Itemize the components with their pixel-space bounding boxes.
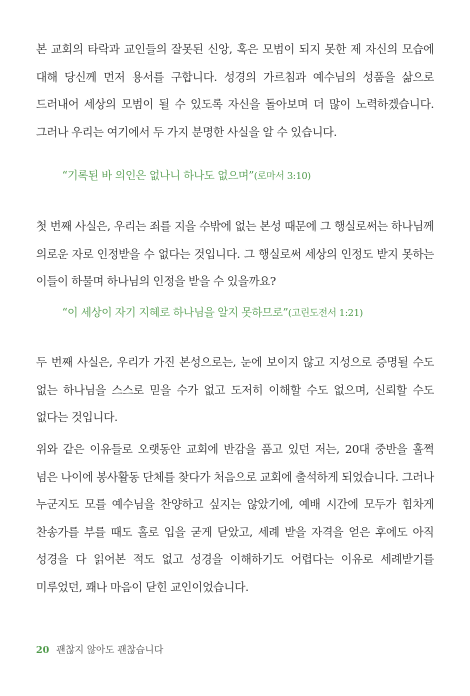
body-paragraph-1: 본 교회의 타락과 교인들의 잘못된 신앙, 혹은 모범이 되지 못한 제 자신의 모습에 대해 당신께 먼저 용서를 구합니다. 성경의 가르침과 예수님의 성품을 삶으로 드러내어 세상의 모범이 될 수 있도록 자신을 돌아보며 더 많이 노력하겠습니다. 그러나 우리는 여기에서 두 가지 분명한 사실을 알 수 있습니다. [36, 42, 434, 139]
page-footer [36, 644, 163, 658]
body-paragraph-4: 위와 같은 이유들로 오랫동안 교회에 반감을 품고 있던 저는, 20대 중반을 훌쩍 넘은 나이에 봉사활동 단체를 찾다가 처음으로 교회에 출석하게 되었습니다. 그러나 누군지도 모를 예수님을 찬양하고 싶지는 않았기에, 예배 시간에 모두가 힘차게 찬송가를 부를 때도 홀로 입을 굳게 닫았고, 세례 받을 자격을 얻은 후에도 아직 성경을 다 읽어본 적도 없고 성경을 이해하기도 어렵다는 이유로 세례받기를 미루었던, 꽤나 마음이 닫힌 교인이었습니다. [36, 442, 434, 594]
quote-text: “기록된 바 의인은 없나니 하나도 없으며” [62, 169, 254, 182]
running-title: 괜찮지 않아도 괜찮습니다 [56, 645, 164, 656]
body-paragraph-2: 첫 번째 사실은, 우리는 죄를 지을 수밖에 없는 본성 때문에 그 행실로써는 하나님께 의로운 자로 인정받을 수 없다는 것입니다. 그 행실로써 세상의 인정도 받지 못하는 이들이 하물며 하나님의 인정을 받을 수 있을까요? [36, 219, 434, 288]
quote-text: “이 세상이 자기 지혜로 하나님을 알지 못하므로” [62, 306, 289, 319]
page-number: 20 [36, 645, 50, 656]
quote-reference: (고린도전서 1:21) [288, 308, 363, 319]
body-paragraph-3: 두 번째 사실은, 우리가 가진 본성으로는, 눈에 보이지 않고 지성으로 증명될 수도 없는 하나님을 스스로 믿을 수가 없고 도저히 이해할 수도 없으며, 신뢰할 수도 없다는 것입니다. [36, 355, 434, 424]
scripture-quote-1 [62, 168, 442, 185]
scripture-quote-2 [62, 305, 442, 322]
quote-reference: (로마서 3:10) [253, 171, 311, 182]
